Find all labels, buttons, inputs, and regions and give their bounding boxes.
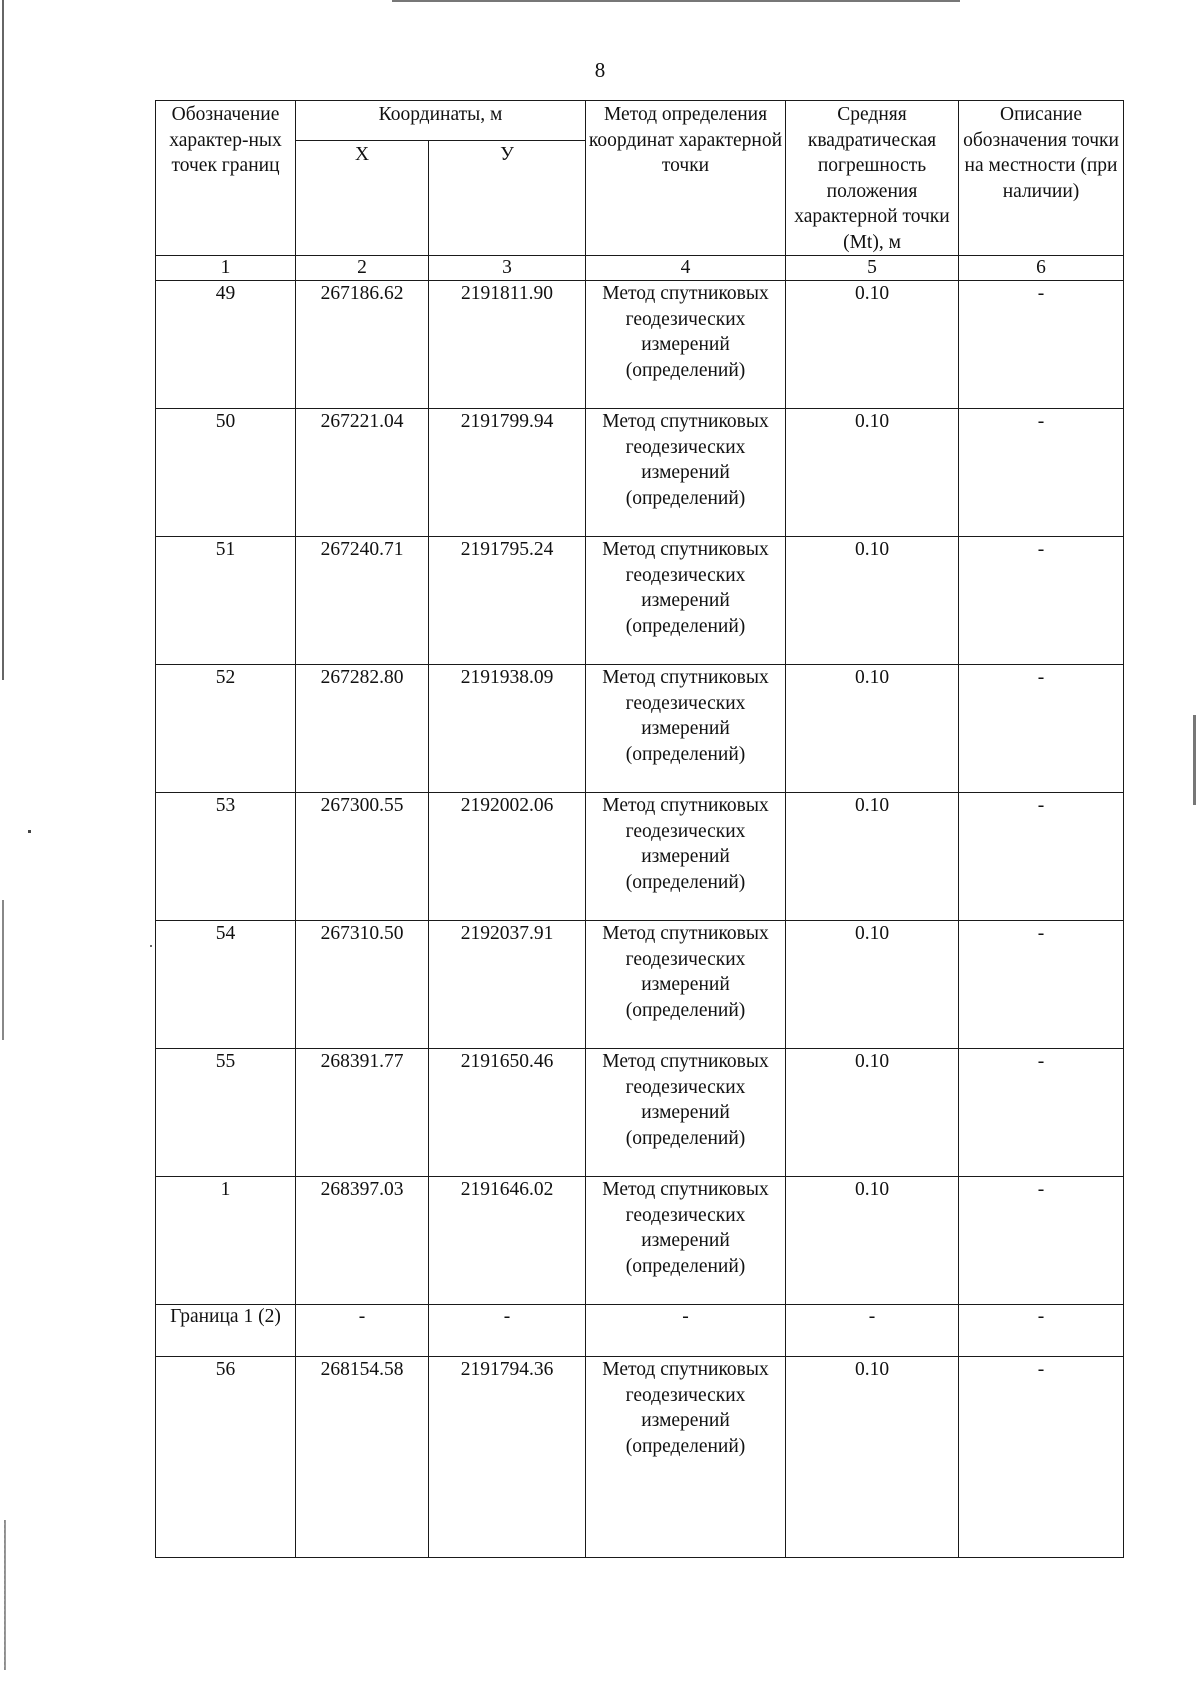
table-row: [156, 281, 1124, 409]
scan-edge-left: [2, 0, 4, 680]
error-cell: 0.10: [786, 281, 959, 409]
point-cell: 49: [156, 281, 296, 409]
description-cell: -: [959, 281, 1124, 409]
y-cell: 2191795.24: [429, 537, 586, 665]
table-row: [156, 537, 1124, 665]
x-cell: 267240.71: [296, 537, 429, 665]
error-cell: 0.10: [786, 537, 959, 665]
table-row: [156, 1177, 1124, 1305]
y-cell: 2191646.02: [429, 1177, 586, 1305]
description-cell: -: [959, 921, 1124, 1049]
header-point-designation: Обозначение характер-ных точек границ: [169, 104, 282, 176]
method-cell: -: [586, 1305, 786, 1357]
header-description: Описание обозначения точки на местности (при наличии): [963, 104, 1119, 202]
scan-speck: [150, 945, 152, 947]
scan-edge-right: [1193, 715, 1196, 805]
x-cell: 268391.77: [296, 1049, 429, 1177]
method-cell: Метод спутниковых геодезических измерений (определений): [586, 409, 786, 537]
method-cell: Метод спутниковых геодезических измерений (определений): [586, 537, 786, 665]
table-row: [156, 409, 1124, 537]
column-number: 4: [586, 256, 786, 281]
scan-edge-top: [392, 0, 960, 2]
y-cell: 2191794.36: [429, 1357, 586, 1558]
error-cell: 0.10: [786, 921, 959, 1049]
method-cell: Метод спутниковых геодезических измерений (определений): [586, 793, 786, 921]
description-cell: -: [959, 1177, 1124, 1305]
header-method: Метод определения координат характерной точки: [588, 104, 783, 176]
point-cell: 50: [156, 409, 296, 537]
x-cell: 267300.55: [296, 793, 429, 921]
x-cell: 267221.04: [296, 409, 429, 537]
method-cell: Метод спутниковых геодезических измерений (определений): [586, 1177, 786, 1305]
coordinates-table: [155, 100, 1124, 1558]
description-cell: -: [959, 409, 1124, 537]
method-cell: Метод спутниковых геодезических измерений (определений): [586, 1049, 786, 1177]
point-cell: 54: [156, 921, 296, 1049]
point-cell: Граница 1 (2): [156, 1305, 296, 1357]
point-cell: 1: [156, 1177, 296, 1305]
table-row: [156, 793, 1124, 921]
table-row: [156, 1049, 1124, 1177]
table-row: [156, 921, 1124, 1049]
table-row: [156, 665, 1124, 793]
header-x: X: [354, 144, 370, 166]
column-number: 2: [296, 256, 429, 281]
x-cell: 268397.03: [296, 1177, 429, 1305]
y-cell: 2191811.90: [429, 281, 586, 409]
y-cell: 2191799.94: [429, 409, 586, 537]
description-cell: -: [959, 1305, 1124, 1357]
table-row: [156, 1305, 1124, 1357]
point-cell: 53: [156, 793, 296, 921]
header-mean-error: Средняя квадратическая погрешность положения характерной точки (Mt), м: [794, 104, 950, 253]
point-cell: 52: [156, 665, 296, 793]
x-cell: 268154.58: [296, 1357, 429, 1558]
error-cell: 0.10: [786, 1357, 959, 1558]
y-cell: 2192002.06: [429, 793, 586, 921]
description-cell: -: [959, 793, 1124, 921]
column-number: 3: [429, 256, 586, 281]
point-cell: 55: [156, 1049, 296, 1177]
table-row: [156, 1357, 1124, 1558]
y-cell: 2191650.46: [429, 1049, 586, 1177]
scan-edge-left-lower: [2, 900, 4, 1040]
x-cell: -: [296, 1305, 429, 1357]
method-cell: Метод спутниковых геодезических измерений (определений): [586, 665, 786, 793]
error-cell: -: [786, 1305, 959, 1357]
header-y: У: [500, 144, 514, 166]
method-cell: Метод спутниковых геодезических измерений (определений): [586, 281, 786, 409]
description-cell: -: [959, 537, 1124, 665]
point-cell: 51: [156, 537, 296, 665]
point-cell: 56: [156, 1357, 296, 1558]
y-cell: -: [429, 1305, 586, 1357]
x-cell: 267310.50: [296, 921, 429, 1049]
description-cell: -: [959, 1357, 1124, 1558]
x-cell: 267282.80: [296, 665, 429, 793]
description-cell: -: [959, 665, 1124, 793]
y-cell: 2191938.09: [429, 665, 586, 793]
scan-edge-left-bottom: [4, 1520, 6, 1670]
error-cell: 0.10: [786, 793, 959, 921]
scan-speck: [28, 830, 31, 833]
header-coordinates: Координаты, м: [378, 104, 503, 125]
column-number: 5: [786, 256, 959, 281]
method-cell: Метод спутниковых геодезических измерений (определений): [586, 921, 786, 1049]
description-cell: -: [959, 1049, 1124, 1177]
page-number: 8: [594, 58, 606, 82]
error-cell: 0.10: [786, 1049, 959, 1177]
error-cell: 0.10: [786, 1177, 959, 1305]
method-cell: Метод спутниковых геодезических измерений (определений): [586, 1357, 786, 1558]
x-cell: 267186.62: [296, 281, 429, 409]
error-cell: 0.10: [786, 665, 959, 793]
column-number: 6: [959, 256, 1124, 281]
error-cell: 0.10: [786, 409, 959, 537]
column-number: 1: [156, 256, 296, 281]
y-cell: 2192037.91: [429, 921, 586, 1049]
